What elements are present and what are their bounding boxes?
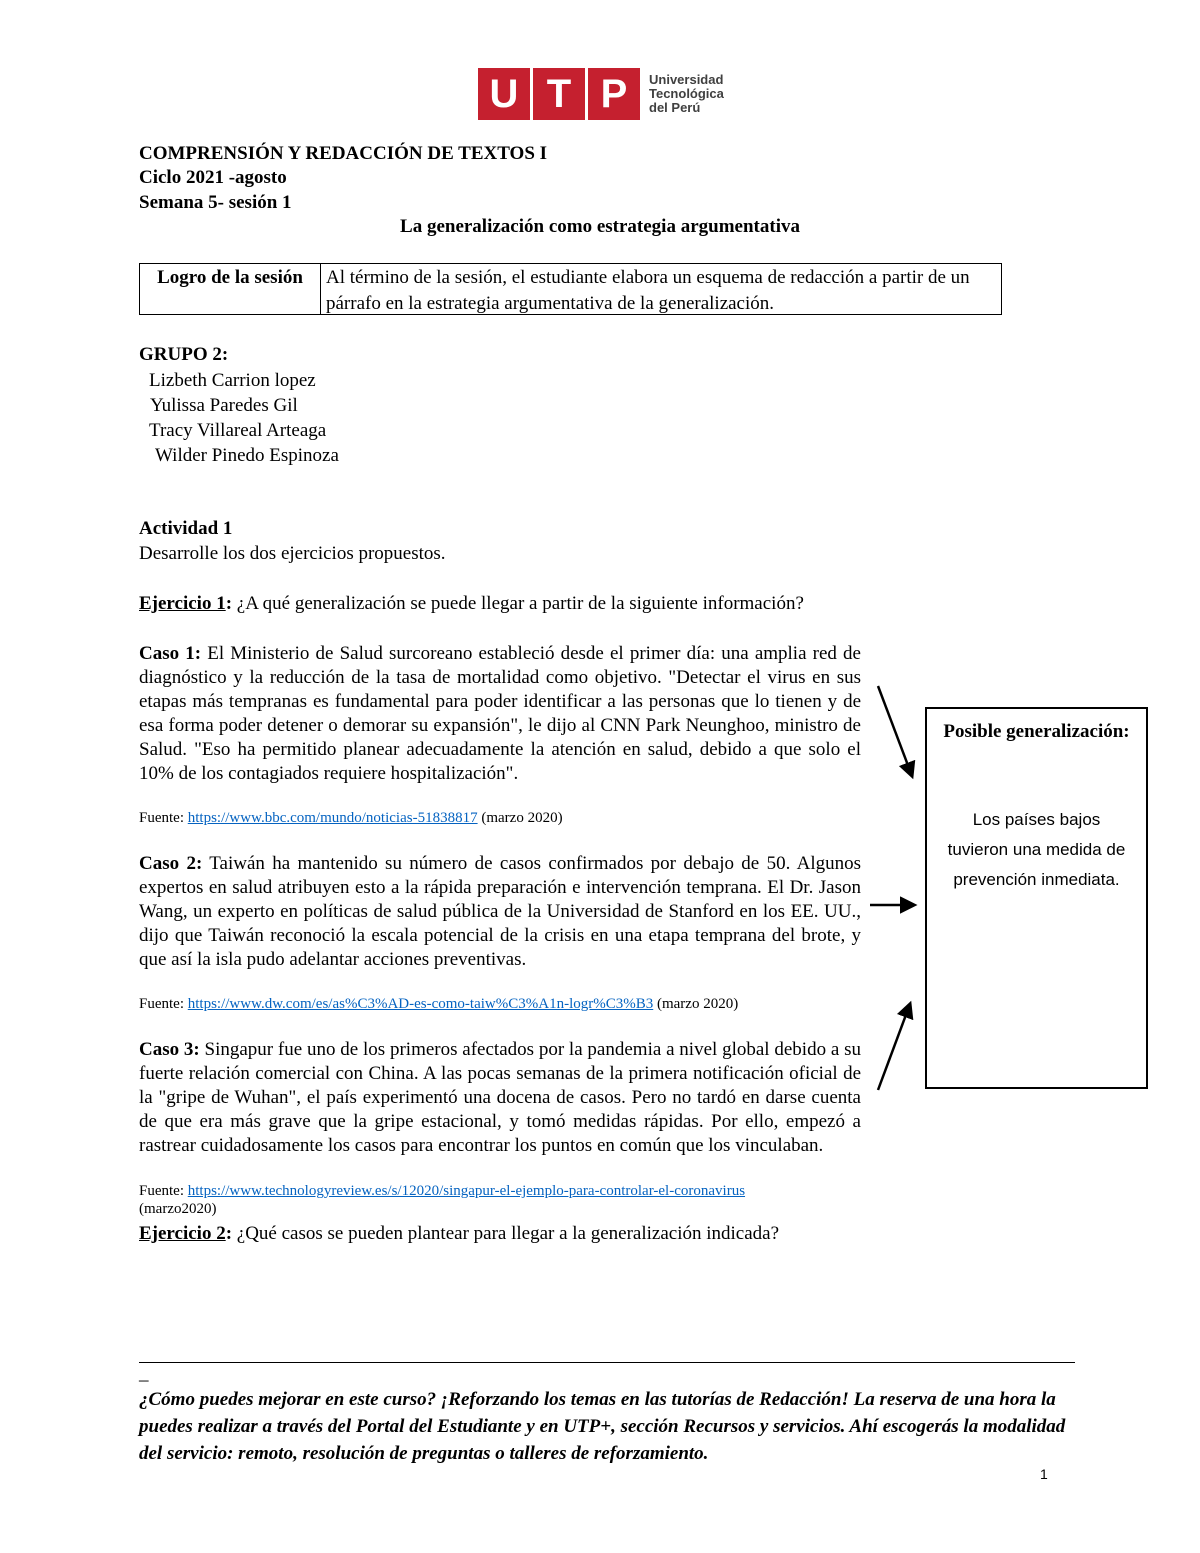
logo-letter-u: U (478, 68, 530, 120)
logo-university-name: Universidad Tecnológica del Perú (649, 72, 724, 115)
footer-note: ¿Cómo puedes mejorar en este curso? ¡Reforzando los temas en las tutorías de Redacción! La reserva de una hora la puedes realizar a través del Portal del Estudiante y en UTP+, sección Recursos y servicios. Ahí escogerás la modalidad del servicio: remoto, resolución de preguntas o talleres de reforzamiento. (139, 1389, 1066, 1464)
group-member: Lizbeth Carrion lopez (149, 370, 316, 391)
case-3-source: Fuente: https://www.technologyreview.es/s/12020/singapur-el-ejemplo-para-controlar-el-coronavirus (marzo2020) (139, 1183, 746, 1217)
case-text: Singapur fue uno de los primeros afectados por la pandemia a nivel global debido a su fuerte relación comercial con China. A las pocas semanas de la primera notificación oficial de la "gripe de Wuhan", el país experimentó una docena de casos. Pero no tardó en darse cuenta de que era más grave que la gripe estacional, y tomó medidas rápidas. Por ello, empezó a rastrear cuidadosamente los casos para encontrar los puntos en común que los vinculaban. (139, 1039, 861, 1156)
course-title: COMPRENSIÓN Y REDACCIÓN DE TEXTOS I (139, 143, 548, 164)
case-1 (139, 642, 861, 786)
exercise1: Ejercicio 1: ¿A qué generalización se puede llegar a partir de la siguiente información? (139, 593, 804, 614)
logo-letter-t: T (533, 68, 585, 120)
case-2-source: Fuente: https://www.dw.com/es/as%C3%AD-es-como-taiw%C3%A1n-logr%C3%B3 (marzo 2020) (139, 996, 739, 1012)
group-member: Wilder Pinedo Espinoza (155, 445, 339, 466)
case-1-source: Fuente: https://www.bbc.com/mundo/noticias-51838817 (marzo 2020) (139, 810, 563, 826)
page-number: 1 (1040, 1466, 1048, 1482)
footer-divider (139, 1362, 1075, 1363)
activity-title: Actividad 1 (139, 518, 233, 539)
objective-text: Al término de la sesión, el estudiante elabora un esquema de redacción a partir de un párrafo en la estrategia argumentativa de la generalización. (326, 267, 970, 314)
case-label: Caso 3: (139, 1039, 200, 1060)
generalization-text[interactable]: Los países bajos tuvieron una medida de prevención inmediata. (947, 810, 1126, 889)
case-label: Caso 1: (139, 643, 202, 664)
session-title: La generalización como estrategia argumentativa (400, 216, 800, 237)
arrows-diagram (860, 680, 930, 1100)
exercise2-label: Ejercicio 2 (139, 1223, 226, 1244)
generalization-title: Posible generalización: (943, 721, 1130, 742)
exercise1-question: ¿A qué generalización se puede llegar a partir de la siguiente información? (236, 593, 804, 614)
objective-label: Logro de la sesión (140, 264, 321, 314)
source-link[interactable]: https://www.technologyreview.es/s/12020/singapur-el-ejemplo-para-controlar-el-coronavirus (187, 1183, 746, 1199)
utp-logo (478, 68, 724, 120)
generalization-box (925, 707, 1148, 1089)
logo-letter-p: P (588, 68, 640, 120)
exercise2-question: ¿Qué casos se pueden plantear para llegar a la generalización indicada? (236, 1223, 780, 1244)
exercise2: Ejercicio 2: ¿Qué casos se pueden plantear para llegar a la generalización indicada? (139, 1223, 780, 1244)
arrow-case-1 (878, 686, 912, 776)
case-text: El Ministerio de Salud surcoreano estableció desde el primer día: una amplia red de diagnóstico y la reducción de la tasa de mortalidad como objetivo. "Detectar el virus en sus etapas más tempranas es fundamental para poder identificar a las personas que lo tienen y de esa forma poder detener o demorar su expansión", le dijo al CNN Park Neunghoo, ministro de Salud. "Eso ha permitido planear adecuadamente la atención en salud, debido a que solo el 10% de los contagiados requiere hospitalización". (139, 643, 861, 784)
group-member: Yulissa Paredes Gil (150, 395, 298, 416)
case-label: Caso 2: (139, 853, 203, 874)
arrow-case-3 (878, 1004, 910, 1090)
objective-table (139, 263, 1002, 315)
group-title: GRUPO 2: (139, 344, 229, 365)
week-label: Semana 5- sesión 1 (139, 192, 292, 213)
case-2 (139, 852, 861, 972)
case-text: Taiwán ha mantenido su número de casos confirmados por debajo de 50. Algunos expertos en salud atribuyen esto a la rápida preparación e intervención temprana. El Dr. Jason Wang, un experto en políticas de salud pública de la Universidad de Stanford en los EE. UU., dijo que Taiwán reconoció la escala potencial de la crisis en una etapa temprana del brote, y que así la isla pudo adelantar acciones preventivas. (139, 853, 861, 970)
activity-instruction: Desarrolle los dos ejercicios propuestos. (139, 543, 446, 564)
source-link[interactable]: https://www.bbc.com/mundo/noticias-51838817 (187, 810, 478, 826)
cycle-label: Ciclo 2021 -agosto (139, 167, 287, 188)
case-3 (139, 1038, 861, 1158)
group-member: Tracy Villareal Arteaga (149, 420, 327, 441)
exercise1-label: Ejercicio 1 (139, 593, 226, 614)
footer-dash: _ (139, 1363, 149, 1384)
source-link[interactable]: https://www.dw.com/es/as%C3%AD-es-como-taiw%C3%A1n-logr%C3%B3 (187, 996, 654, 1012)
